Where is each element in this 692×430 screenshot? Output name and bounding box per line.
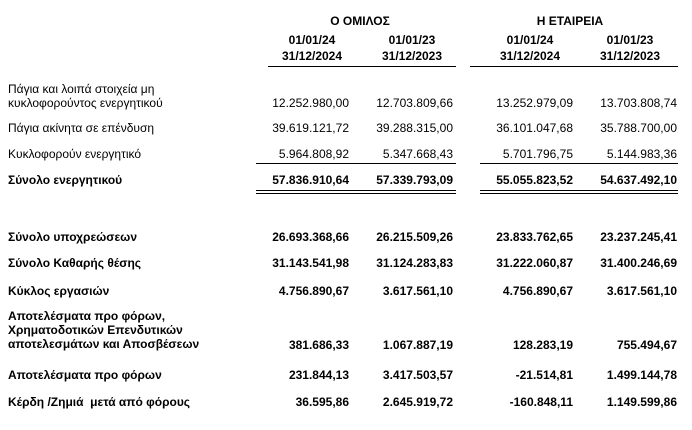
period-to: 31/12/2024 [499,49,561,63]
row-label-line: Χρηματοδοτικών Επενδυτικών [8,323,183,337]
row-label: Πάγια ακίνητα σε επένδυση [8,121,155,135]
row-label: Σύνολο ενεργητικού [8,173,123,187]
row-label-line: Πάγια και λοιπά στοιχεία μη [8,82,155,96]
cell-value: 36.101.047,68 [496,121,573,135]
cell-value: 55.055.823,52 [496,173,573,187]
cell-value: 3.617.561,10 [606,284,677,298]
period-to: 31/12/2024 [281,49,343,63]
period-to: 31/12/2023 [599,49,661,63]
cell-value: 128.283,19 [512,338,573,352]
cell-value: 36.595,86 [295,395,349,409]
cell-value: 755.494,67 [616,338,677,352]
period-header [480,32,580,64]
row-label: Αποτελέσματα προ φόρων [8,368,162,382]
period-header [580,32,680,64]
cell-value: 1.067.887,19 [382,338,453,352]
cell-value: 39.288.315,00 [376,121,453,135]
cell-value: 3.617.561,10 [382,284,453,298]
cell-value: 26.215.509,26 [376,230,453,244]
row-label: Σύνολο υποχρεώσεων [8,230,137,244]
total-double-rule [256,190,456,194]
cell-value: 231.844,13 [288,368,349,382]
subtotal-rule [256,163,456,164]
cell-value: 5.701.796,75 [502,147,573,161]
row-label: Κύκλος εργασιών [8,284,110,298]
period-header [362,32,462,64]
cell-value: 1.149.599,86 [606,395,677,409]
period-to: 31/12/2023 [381,49,443,63]
period-from: 01/01/24 [288,33,336,47]
row-label [8,82,163,110]
total-double-rule [480,190,678,194]
cell-value: 381.686,33 [288,338,349,352]
period-from: 01/01/24 [506,33,554,47]
cell-value: 31.124.283,83 [376,256,453,270]
cell-value: 5.347.668,43 [382,147,453,161]
cell-value: 12.252.980,00 [272,96,349,110]
group-header: Ο ΟΜΙΛΟΣ [330,14,390,28]
company-header: Η ΕΤΑΙΡΕΙΑ [536,14,604,28]
cell-value: 13.252.979,09 [496,96,573,110]
row-label-line: αποτελεσμάτων και Αποσβέσεων [8,337,200,351]
cell-value: -160.848,11 [509,395,573,409]
cell-value: -21.514,81 [515,368,573,382]
row-label-line: Αποτελέσματα προ φόρων, [8,309,166,323]
cell-value: 26.693.368,66 [272,230,349,244]
cell-value: 31.222.060,87 [496,256,573,270]
cell-value: 3.417.503,57 [382,368,453,382]
cell-value: 54.637.492,10 [600,173,677,187]
cell-value: 1.499.144,78 [606,368,677,382]
header-rule [268,66,456,67]
cell-value: 23.833.762,65 [496,230,573,244]
row-label-line: κυκλοφορούντος ενεργητικού [8,96,163,110]
cell-value: 4.756.890,67 [278,284,349,298]
cell-value: 31.143.541,98 [272,256,349,270]
period-header [262,32,362,64]
cell-value: 13.703.808,74 [600,96,677,110]
period-from: 01/01/23 [606,33,654,47]
cell-value: 35.788.700,00 [600,121,677,135]
header-rule [470,66,678,67]
cell-value: 5.144.983,36 [606,147,677,161]
cell-value: 12.703.809,66 [376,96,453,110]
cell-value: 31.400.246,69 [600,256,677,270]
subtotal-rule [480,163,678,164]
cell-value: 2.645.919,72 [382,395,453,409]
cell-value: 57.836.910,64 [272,173,349,187]
row-label: Κυκλοφορούν ενεργητικό [8,147,142,161]
cell-value: 4.756.890,67 [502,284,573,298]
row-label [8,309,199,351]
period-from: 01/01/23 [388,33,436,47]
cell-value: 57.339.793,09 [376,173,453,187]
cell-value: 5.964.808,92 [278,147,349,161]
cell-value: 23.237.245,41 [600,230,677,244]
row-label: Κέρδη /Ζημιά μετά από φόρους [8,395,191,409]
cell-value: 39.619.121,72 [272,121,349,135]
row-label: Σύνολο Καθαρής θέσης [8,256,142,270]
